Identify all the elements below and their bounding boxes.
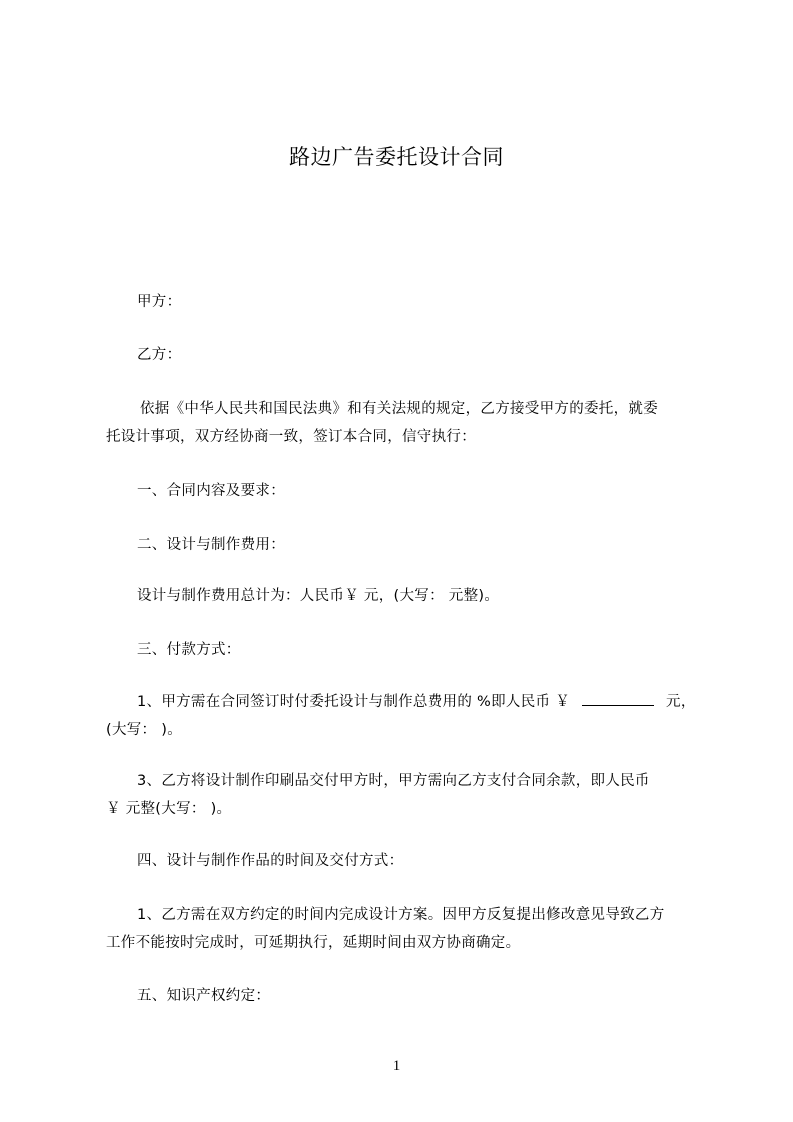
- section-4-heading: 四、设计与制作作品的时间及交付方式：: [137, 853, 404, 869]
- section-5-heading: 五、知识产权约定：: [137, 988, 271, 1004]
- section-3-item-1-text: 1、甲方需在合同签订时付委托设计与制作总费用的 %即人民币 ￥: [137, 694, 571, 710]
- preamble-line-2: 托设计事项，双方经协商一致，签订本合同，信守执行：: [106, 429, 476, 445]
- section-3-item-1-unit: 元，: [666, 694, 696, 710]
- section-1-heading: 一、合同内容及要求：: [137, 483, 285, 499]
- section-3-item-1-line-2: (大写： )。: [106, 722, 183, 738]
- document-title: 路边广告委托设计合同: [289, 145, 504, 169]
- section-3-item-3-line-2: ￥ 元整(大写： )。: [106, 801, 232, 817]
- section-2-heading: 二、设计与制作费用：: [137, 537, 285, 553]
- section-3-item-3-line-1: 3、乙方将设计制作印刷品交付甲方时，甲方需向乙方支付合同余款，即人民币: [137, 773, 650, 789]
- preamble-line-1: 依据《中华人民共和国民法典》和有关法规的规定，乙方接受甲方的委托，就委: [140, 401, 658, 417]
- section-3-item-1-line-1: [137, 692, 696, 712]
- party-b-label: 乙方：: [137, 347, 182, 363]
- page-number: 1: [392, 1058, 401, 1074]
- section-3-heading: 三、付款方式：: [137, 642, 241, 658]
- section-4-item-1-line-1: 1、乙方需在双方约定的时间内完成设计方案。因甲方反复提出修改意见导致乙方: [137, 907, 665, 923]
- section-2-text: 设计与制作费用总计为：人民币￥ 元，(大写： 元整)。: [137, 588, 500, 604]
- section-4-item-1-line-2: 工作不能按时完成时，可延期执行，延期时间由双方协商确定。: [106, 935, 521, 951]
- amount-blank: [582, 692, 654, 706]
- party-a-label: 甲方：: [137, 294, 182, 310]
